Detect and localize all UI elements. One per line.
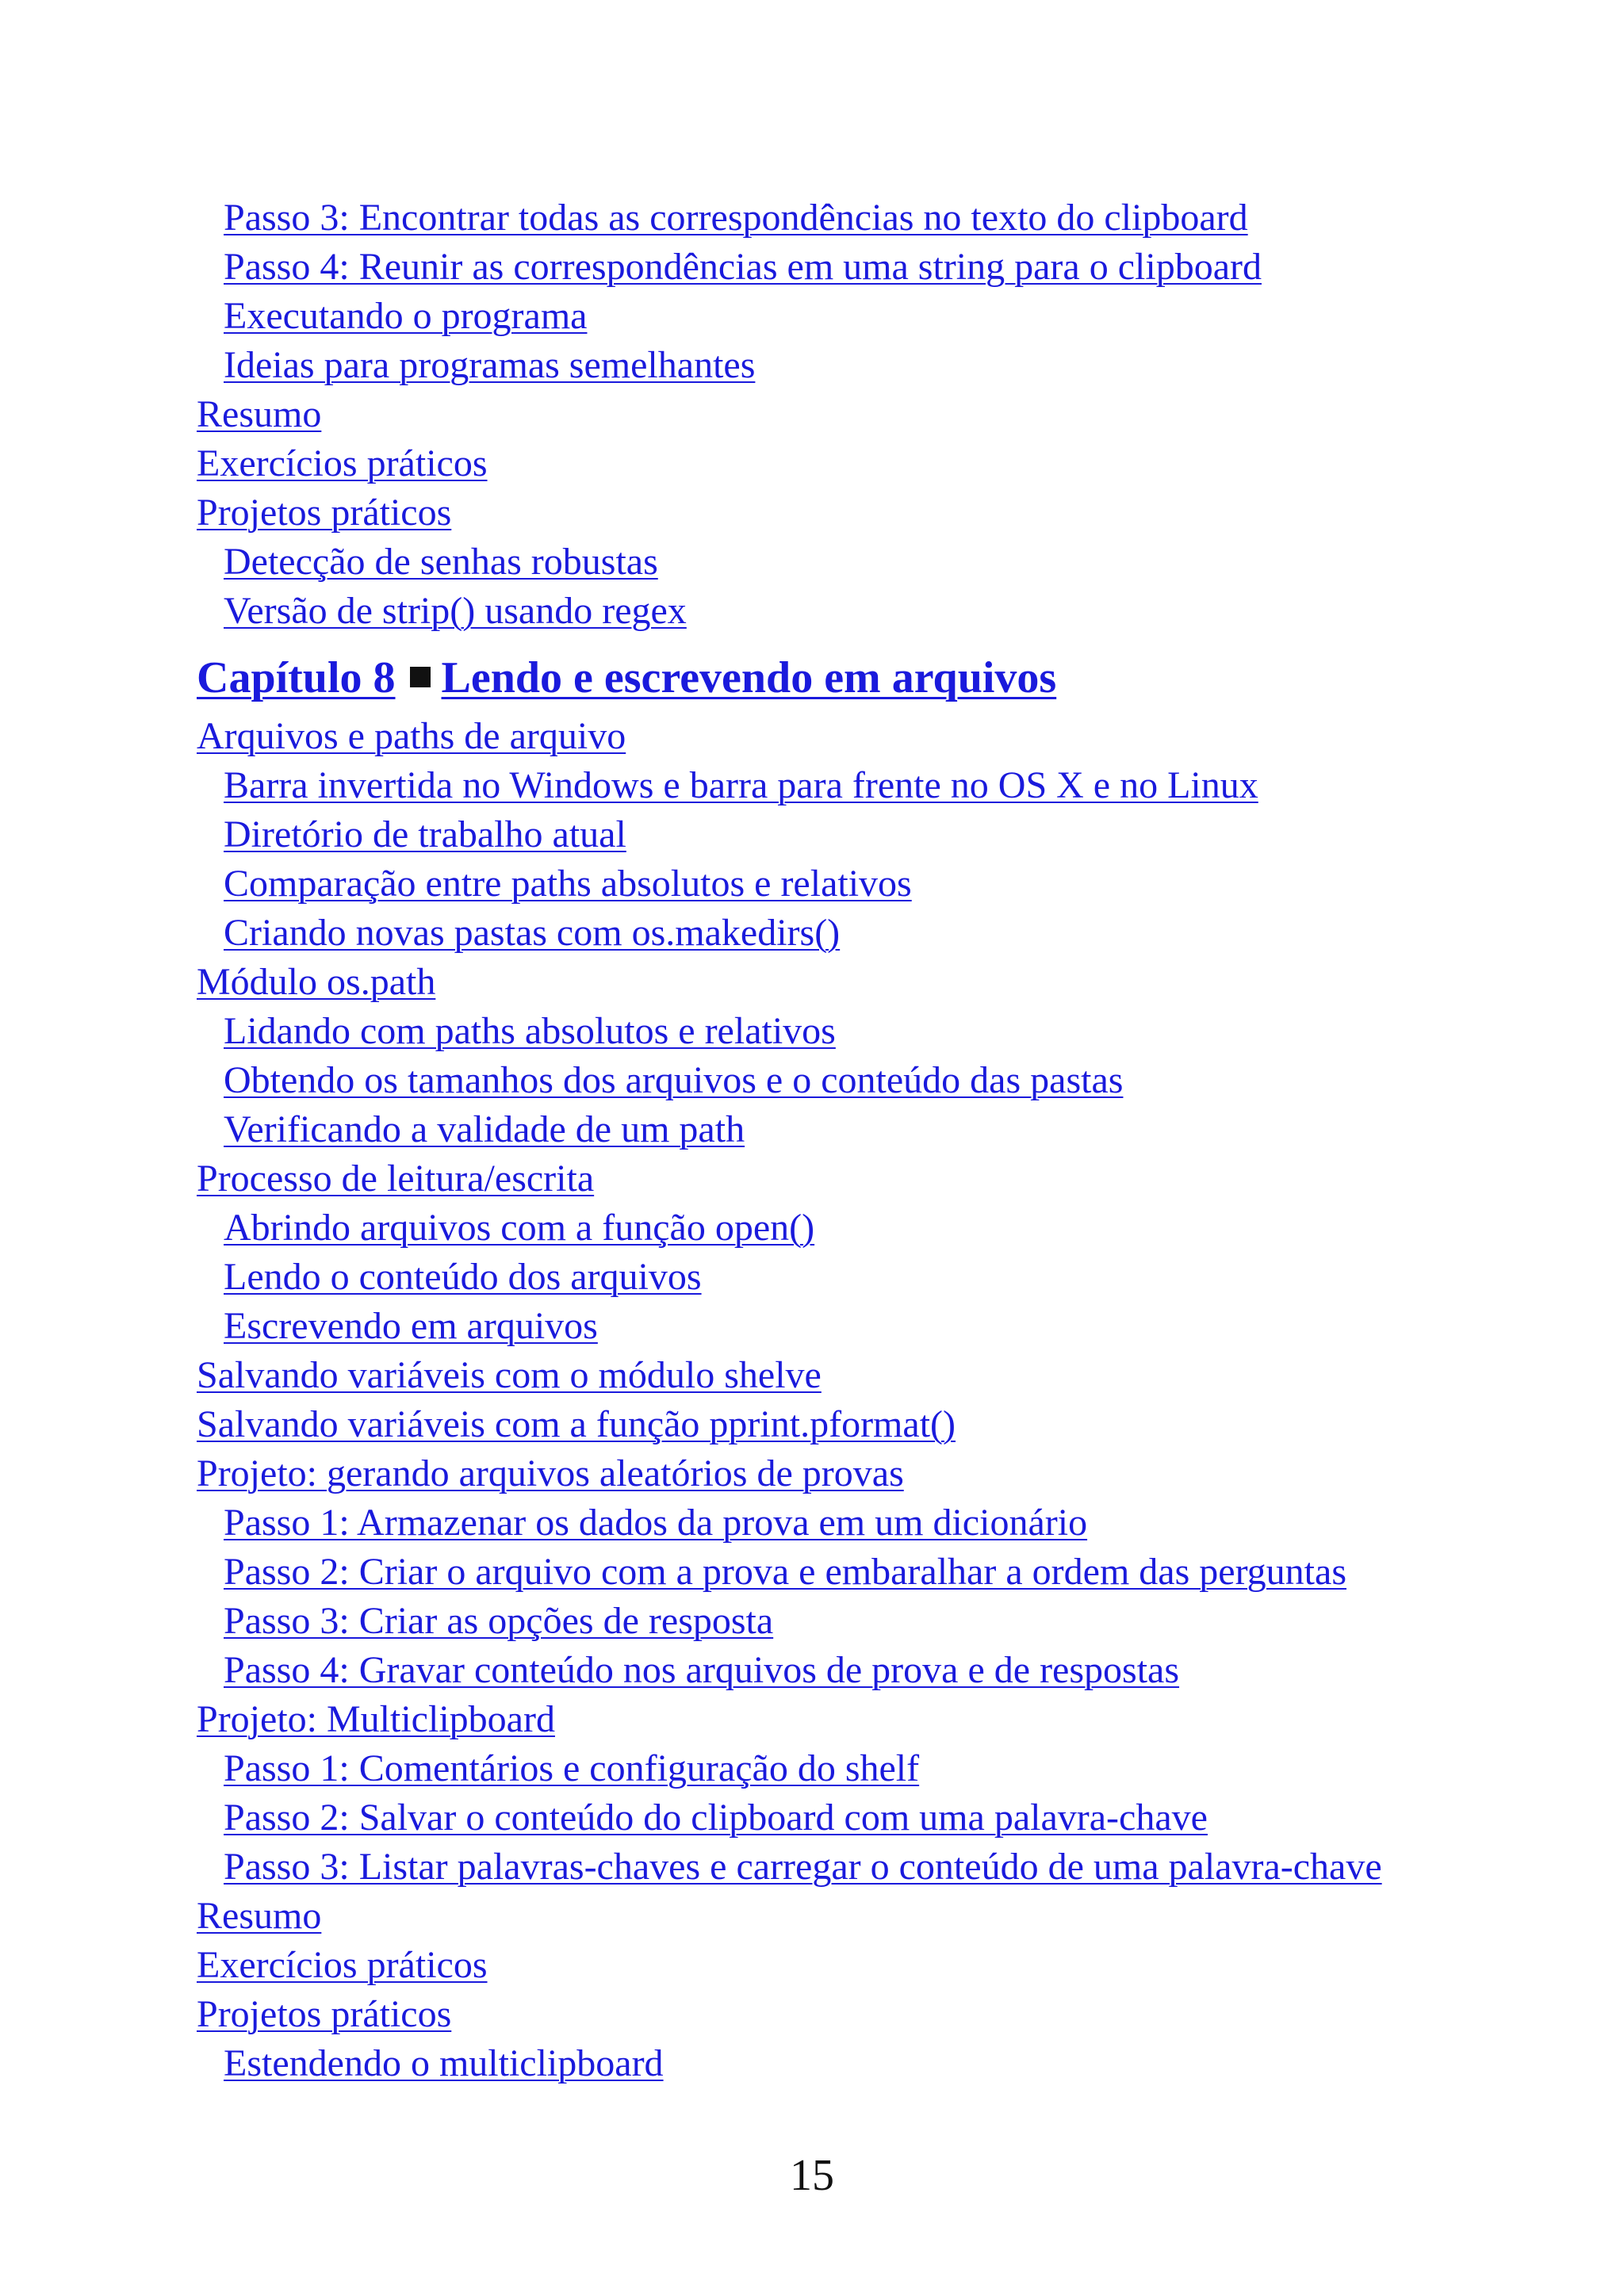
toc-subsection-item: [197, 1203, 1592, 1253]
toc-section-item: [197, 1990, 1592, 2039]
chapter-heading: [197, 650, 1592, 706]
toc-section-item: [197, 1449, 1592, 1498]
toc-subsection-item: [197, 1744, 1592, 1793]
chapter-title-link[interactable]: Lendo e escrevendo em arquivos: [441, 653, 1057, 702]
toc-subsection-item: [197, 1253, 1592, 1302]
toc-subsection-link[interactable]: Versão de strip() usando regex: [224, 590, 687, 632]
toc-subsection-link[interactable]: Passo 1: Armazenar os dados da prova em um dicionário: [224, 1502, 1088, 1544]
toc-section-link[interactable]: Projetos práticos: [197, 1993, 452, 2035]
toc-subsection-link[interactable]: Escrevendo em arquivos: [224, 1305, 598, 1347]
toc-subsection-link[interactable]: Verificando a validade de um path: [224, 1108, 745, 1150]
toc-section-link[interactable]: Projetos práticos: [197, 492, 452, 534]
toc-section-link[interactable]: Arquivos e paths de arquivo: [197, 715, 626, 757]
page-number: 15: [790, 2151, 834, 2200]
toc-section-link[interactable]: Processo de leitura/escrita: [197, 1158, 595, 1200]
toc-subsection-item: [197, 2039, 1592, 2088]
toc-section-link[interactable]: Projeto: Multiclipboard: [197, 1698, 555, 1740]
toc-subsection-item: [197, 243, 1592, 292]
toc-subsection-link[interactable]: Abrindo arquivos com a função open(): [224, 1207, 815, 1249]
toc-subsection-link[interactable]: Comparação entre paths absolutos e relativos: [224, 863, 912, 905]
toc-section-link[interactable]: Módulo os.path: [197, 961, 436, 1003]
toc-section-item: [197, 1351, 1592, 1400]
toc-section-link[interactable]: Salvando variáveis com o módulo shelve: [197, 1354, 822, 1396]
toc-subsection-link[interactable]: Passo 3: Encontrar todas as correspondências no texto do clipboard: [224, 197, 1248, 239]
toc-subsection-item: [197, 1498, 1592, 1548]
toc-subsection-link[interactable]: Estendendo o multiclipboard: [224, 2042, 664, 2084]
toc-subsection-link[interactable]: Ideias para programas semelhantes: [224, 344, 756, 386]
toc-section-link[interactable]: Resumo: [197, 393, 322, 435]
toc-subsection-link[interactable]: Criando novas pastas com os.makedirs(): [224, 912, 841, 954]
toc-subsection-link[interactable]: Passo 4: Reunir as correspondências em uma string para o clipboard: [224, 246, 1262, 288]
toc-section-item: [197, 1154, 1592, 1203]
toc-subsection-item: [197, 810, 1592, 859]
toc-subsection-link[interactable]: Passo 2: Criar o arquivo com a prova e embaralhar a ordem das perguntas: [224, 1551, 1346, 1593]
toc-subsection-link[interactable]: Barra invertida no Windows e barra para frente no OS X e no Linux: [224, 764, 1258, 806]
toc-subsection-item: [197, 292, 1592, 341]
toc-section-item: [197, 390, 1592, 439]
toc-section-link[interactable]: Exercícios práticos: [197, 442, 488, 484]
toc-subsection-item: [197, 1793, 1592, 1843]
toc-subsection-link[interactable]: Executando o programa: [224, 295, 588, 337]
toc-subsection-item: [197, 859, 1592, 909]
table-of-contents: [197, 193, 1592, 2088]
toc-subsection-item: [197, 1548, 1592, 1597]
toc-section-item: [197, 712, 1592, 761]
toc-subsection-link[interactable]: Passo 1: Comentários e configuração do shelf: [224, 1747, 920, 1789]
toc-subsection-link[interactable]: Lendo o conteúdo dos arquivos: [224, 1256, 702, 1298]
toc-subsection-item: [197, 909, 1592, 958]
toc-section-link[interactable]: Resumo: [197, 1895, 322, 1937]
chapter-number-link[interactable]: Capítulo 8: [197, 653, 396, 702]
toc-subsection-item: [197, 1646, 1592, 1695]
toc-subsection-link[interactable]: Lidando com paths absolutos e relativos: [224, 1010, 836, 1052]
toc-subsection-link[interactable]: Passo 3: Listar palavras-chaves e carregar o conteúdo de uma palavra-chave: [224, 1846, 1382, 1888]
toc-section-item: [197, 1695, 1592, 1744]
toc-section-item: [197, 958, 1592, 1007]
toc-section-item: [197, 439, 1592, 488]
toc-subsection-item: [197, 1597, 1592, 1646]
toc-section-link[interactable]: Salvando variáveis com a função pprint.pformat(): [197, 1403, 956, 1445]
toc-subsection-item: [197, 1302, 1592, 1351]
toc-subsection-link[interactable]: Passo 3: Criar as opções de resposta: [224, 1600, 774, 1642]
toc-section-item: [197, 1892, 1592, 1941]
toc-subsection-item: [197, 1843, 1592, 1892]
square-separator-icon: [410, 667, 431, 687]
toc-subsection-link[interactable]: Passo 2: Salvar o conteúdo do clipboard com uma palavra-chave: [224, 1797, 1208, 1839]
toc-section-item: [197, 1941, 1592, 1990]
toc-subsection-item: [197, 1105, 1592, 1154]
toc-subsection-link[interactable]: Obtendo os tamanhos dos arquivos e o conteúdo das pastas: [224, 1059, 1124, 1101]
toc-subsection-item: [197, 587, 1592, 636]
toc-subsection-item: [197, 1056, 1592, 1105]
toc-section-item: [197, 1400, 1592, 1449]
toc-section-item: [197, 488, 1592, 538]
toc-subsection-link[interactable]: Diretório de trabalho atual: [224, 813, 626, 855]
toc-section-link[interactable]: Exercícios práticos: [197, 1944, 488, 1986]
toc-subsection-item: [197, 761, 1592, 810]
toc-subsection-item: [197, 1007, 1592, 1056]
toc-subsection-link[interactable]: Passo 4: Gravar conteúdo nos arquivos de prova e de respostas: [224, 1649, 1180, 1691]
toc-subsection-link[interactable]: Detecção de senhas robustas: [224, 541, 658, 583]
toc-subsection-item: [197, 538, 1592, 587]
toc-subsection-item: [197, 341, 1592, 390]
toc-section-link[interactable]: Projeto: gerando arquivos aleatórios de provas: [197, 1452, 904, 1494]
toc-subsection-item: [197, 193, 1592, 243]
